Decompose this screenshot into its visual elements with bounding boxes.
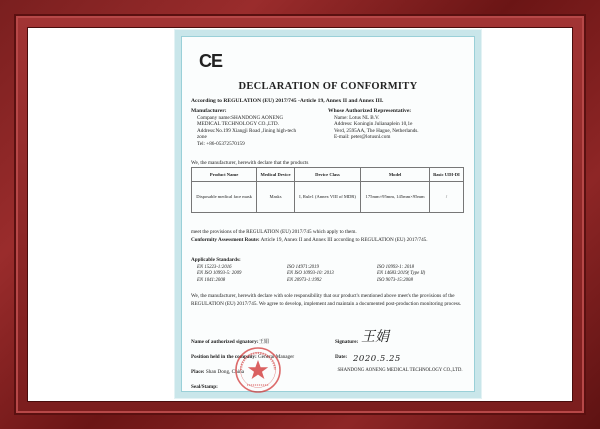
representative-heading: Whose Authorized Representative: (328, 108, 412, 114)
signatory-name-label: Name of authorized signatory: (191, 339, 259, 345)
standard-item: EN 15223-1:2016 (197, 265, 232, 270)
table-cell: I, Rule1 (Annex VIII of MDR) (294, 182, 360, 213)
provisions-line: meet the provisions of the REGULATION (EU) 2017/745 which apply to them. (191, 229, 357, 235)
place-value: Shan Dong, China (205, 369, 245, 376)
standard-item: EN 1041:2008 (197, 277, 226, 283)
table-cell: 175mm×95mm, 145mm×95mm (361, 182, 430, 213)
handwritten-signature: 王娟 (361, 329, 389, 345)
declaration-document (175, 30, 481, 398)
standard-item: EN ISO 10993-5: 2009 (197, 271, 242, 277)
standards-list (197, 265, 467, 284)
table-header-row (192, 168, 464, 182)
standard-item: ISO 10993-1: 2018 (377, 265, 415, 270)
standard-item: EN 20973-1:1992 (287, 277, 322, 283)
company-seal-icon (233, 345, 283, 395)
manufacturer-heading: Manufacturer: (191, 108, 227, 114)
standard-item: EN ISO 10993-10: 2013 (287, 271, 334, 277)
route-label: Conformity Assessment Route: (191, 237, 260, 243)
ce-mark: CE (199, 51, 223, 71)
representative-line: Address: Koningin Julianaplein 10,1e (334, 121, 413, 128)
manufacturer-line: zone (197, 134, 207, 141)
declare-products-line: We, the manufacturer, herewith declare that the products (191, 160, 309, 166)
manufacturer-line: Company name:SHANDONG AONENG (197, 114, 284, 121)
standard-item: EN 14683:2019( Type II) (377, 271, 426, 277)
signature-row (335, 335, 465, 350)
table-header-cell: Medical Device (257, 168, 295, 182)
table-header-cell: Model (361, 168, 430, 182)
representative-line: Verd, 2595AA, The Hague, Netherlands. (334, 127, 419, 134)
signature-label: Signature: (335, 339, 359, 345)
table-cell: / (429, 182, 463, 213)
date-label: Date: (335, 354, 348, 361)
standards-heading: Applicable Standards: (191, 257, 241, 263)
representative-line: E-mail: peter@lotusnl.com (334, 134, 391, 141)
signatory-name-value: 王娟 (258, 339, 269, 345)
frame-mat (28, 28, 572, 401)
manufacturer-line: Address:No.199 Xiangji Road ,Jining high-tech (197, 127, 297, 134)
table-cell: Masks (257, 182, 295, 213)
company-name: SHANDONG AONENG MEDICAL TECHNOLOGY CO.,LTD. (337, 368, 463, 373)
table-header-cell: Device Class (294, 168, 360, 182)
manufacturer-line: Tel: +86-05372570159 (197, 140, 245, 147)
product-table (191, 167, 464, 213)
position-label: Position held in the company: (191, 354, 257, 361)
handwritten-date: 2020.5.25 (353, 354, 401, 364)
parties-section (191, 108, 465, 147)
place-label: Place: (191, 369, 205, 376)
responsibility-statement: We, the manufacturer, herewith declare with sole responsibility that our product's mentioned above meet's the provisions of the REGULATION (EU) 2017/745. We agree to develop, implement and maintain a documented post-production monitoring process. (191, 293, 462, 308)
manufacturer-block (191, 108, 328, 147)
representative-line: Name: Lotus NL B.V. (334, 114, 380, 121)
representative-block (328, 108, 465, 147)
standard-item: ISO 9073-15:2008 (377, 277, 413, 283)
document-title: DECLARATION OF CONFORMITY (238, 81, 418, 92)
standard-item: ISO 14971:2019 (287, 265, 319, 270)
regulation-line: According to REGULATION (EU) 2017/745 -Article 19, Annex II and Annex III. (191, 98, 384, 104)
table-header-cell: Product Name (192, 168, 257, 182)
seal-label: Seal/Stamp: (191, 384, 218, 391)
table-header-cell: Basic UDI-DI (429, 168, 463, 182)
assessment-route (191, 237, 466, 244)
table-row (192, 182, 464, 213)
manufacturer-line: MEDICAL TECHNOLOGY CO.,LTD. (197, 121, 279, 128)
table-cell: Disposable medical face mask (192, 182, 257, 213)
route-text: Article 19, Annex II and Annex III according to REGULATION (EU) 2017/745. (259, 237, 428, 243)
position-value: General Manager (258, 354, 295, 361)
